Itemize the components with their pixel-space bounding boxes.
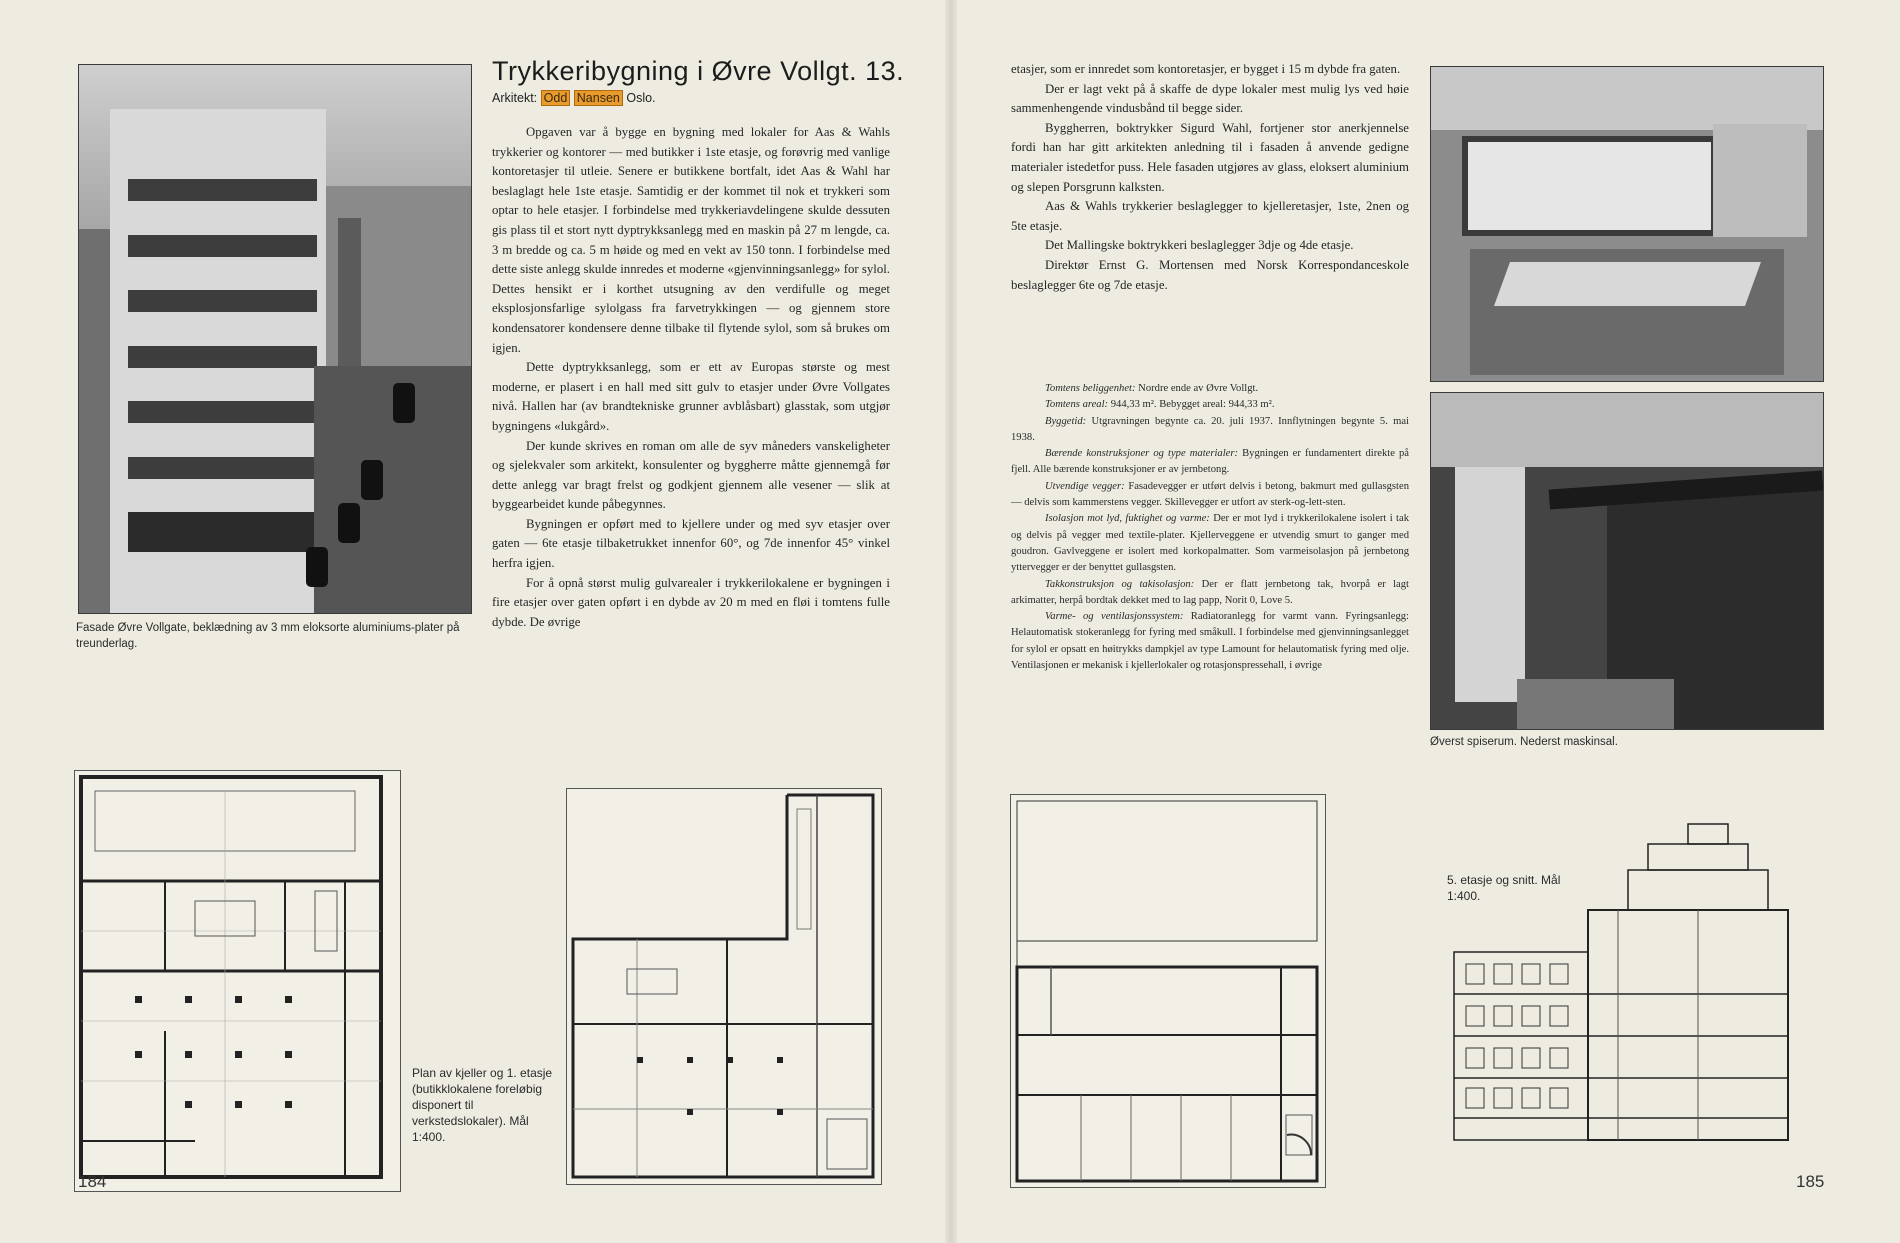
- spec-item: Tomtens beliggenhet: Nordre ende av Øvre Vollgt.: [1045, 383, 1259, 394]
- spec-item: Byggetid: Utgravningen begynte ca. 20. juli 1937. Innflytningen begynte 5. mai 1938.: [1011, 415, 1409, 443]
- spec-item: Varme- og ventilasjonssystem: Radiatoranlegg for varmt vann. Fyringsanlegg: Helautomatisk stokeranlegg for fyring med småkull. I forbindelse med gjenvinningsanlegget for sylol er opsatt en høitrykks dampkjel av type Lamount for helautomatisk fyring med olje. Ventilasjonen er mekanisk i kjellerlokaler og rotasjonspressehall, i øvrige: [1011, 611, 1409, 672]
- dining-room-photo: [1430, 66, 1824, 382]
- paragraph: Direktør Ernst G. Mortensen med Norsk Korrespondanceskole beslaglegger 6te og 7de etasje.: [1011, 257, 1409, 292]
- paragraph: Aas & Wahls trykkerier beslaglegger to kjelleretasjer, 1ste, 2nen og 5te etasje.: [1011, 199, 1409, 233]
- paragraph: Bygningen er opført med to kjellere under og med syv etasjer over gaten — 6te etasje tilbaketrukket innenfor 60°, og 7de innenfor 45° vinkel herfra igjen.: [492, 516, 890, 571]
- article-body-left: [492, 123, 890, 632]
- page-number-left: 184: [78, 1172, 107, 1191]
- paragraph: etasjer, som er innredet som kontoretasjer, er bygget i 15 m dybde fra gaten.: [1011, 62, 1401, 76]
- spec-label: Isolasjon mot lyd, fuktighet og varme:: [1045, 513, 1210, 525]
- paragraph: Dette dyptrykksanlegg, som er ett av Europas største og mest moderne, er plasert i en hall med sitt gulv to etasjer under Øvre Vollgates nivå. Hallen har (av brandtekniske grunner avblåsbart) glasstak, som utgjør bygningens «lukgård».: [492, 360, 890, 433]
- architect-label: Arkitekt:: [492, 91, 538, 105]
- spec-label: Bærende konstruksjoner og type materialer:: [1045, 448, 1239, 460]
- spec-label: Takkonstruksjon og takisolasjon:: [1045, 578, 1195, 590]
- machine-hall-photo: [1430, 392, 1824, 730]
- paragraph: For å opnå størst mulig gulvarealer i trykkerilokalene er bygningen i fire etasjer over gaten opført i en dybde av 20 m med en fløi i tomtens fulle dybde. De øvrige: [492, 575, 890, 629]
- plan-fifth-floor: [1010, 794, 1326, 1188]
- paragraph: Byggherren, boktrykker Sigurd Wahl, fortjener stor anerkjennelse fordi han har gitt arkitekten anledning til i fasaden å anvende gedigne materialer istedetfor puss. Hele fasaden utgjøres av glass, eloksert aluminium og slepen Porsgrunn kalksten.: [1011, 120, 1409, 194]
- spec-label: Byggetid:: [1045, 415, 1087, 427]
- plan-ground-floor: [566, 788, 882, 1185]
- paragraph: Opgaven var å bygge en bygning med lokaler for Aas & Wahls trykkerier og kontorer — med butikker i 1ste etasje, og forøvrig med vanlige kontoretasjer til utleie. Senere er butikkene bortfalt, idet Aas & Wahl har beslaglagt hele 1ste etasje. Samtidig er der kommet til nok et trykkeri som optar to hele etasjer. I forbindelse med trykkeriavdelingene skulde dessuten gis plass til et stort nytt dyptrykksanlegg med en maskin på 27 m lengde, ca. 3 m bredde og ca. 5 m høide og med en vekt av 150 tonn. I forbindelse med dette siste anlegg skulde innredes et moderne «gjenvinningsanlegg» for sylol. Dettes hensikt er i korthet utsugning av den verdifulle og meget eksplosjonsfarlige sylolgass fra farvetrykkingen — og gjennem store kondensatorer kondensere denne tilbake til flytende sylol, som så brukes om igjen.: [492, 125, 890, 355]
- spec-label: Utvendige vegger:: [1045, 480, 1125, 492]
- plan-basement: [74, 770, 401, 1192]
- paragraph: Der kunde skrives en roman om alle de syv måneders vanskeligheter og sjelekvaler som arkitekt, konsulenter og byggherre måtte gjennemgå før dette anlegg var bragt frelst og godkjent gjennem alle vesener — slik at byggearbeidet kunde påbegynnes.: [492, 438, 890, 512]
- architect-first-name: Odd: [541, 90, 571, 106]
- facade-photo: [78, 64, 472, 614]
- article-title: Trykkeribygning i Øvre Vollgt. 13.: [492, 56, 905, 86]
- architect-city: Oslo.: [626, 91, 656, 105]
- architect-last-name: Nansen: [574, 90, 623, 106]
- interior-photos-caption: Øverst spiserum. Nederst maskinsal.: [1430, 736, 1618, 748]
- facade-photo-caption: Fasade Øvre Vollgate, beklædning av 3 mm eloksorte aluminiums-plater på treunderlag.: [76, 622, 460, 650]
- spec-label: Varme- og ventilasjonssystem:: [1045, 611, 1184, 623]
- paragraph: Der er lagt vekt på å skaffe de dype lokaler mest mulig lys ved høie sammenhengende vindusbånd til begge sider.: [1011, 81, 1409, 116]
- spec-item: Bærende konstruksjoner og type materialer: Bygningen er fundamentert direkte på fjell. Alle bærende konstruksjoner er av jernbetong.: [1011, 448, 1409, 476]
- page-number-right: 185: [1796, 1172, 1825, 1191]
- spec-label: Tomtens areal:: [1045, 399, 1109, 411]
- paragraph: Det Mallingske boktrykkeri beslaglegger 3dje og 4de etasje.: [1045, 238, 1354, 253]
- spec-item: Isolasjon mot lyd, fuktighet og varme: Der er mot lyd i trykkerilokalene isolert i tak og delvis på vegger med textile-plater. Kjellerveggene er utvendig smurt to ganger med goudron. Gavlveggene er isolert med korkopalmatter. Som varmeisolasjon på jernbetong yttervegger er der benyttet gullasgsten.: [1011, 513, 1409, 574]
- book-gutter: [945, 0, 957, 1243]
- spec-item: Takkonstruksjon og takisolasjon: Der er flatt jernbetong tak, hvorpå er lagt arkimatter, herpå bordtak dekket med to lag papp, Norit 0, Love 5.: [1011, 578, 1409, 606]
- spec-item: Utvendige vegger: Fasadevegger er utført delvis i betong, bakmurt med gullasgsten — delvis som kammerstens vegger. Skillevegger er utfort av sterk-og-lett-sten.: [1011, 480, 1409, 509]
- spec-label: Tomtens beliggenhet:: [1045, 383, 1136, 394]
- plan-basement-caption: Plan av kjeller og 1. etasje (butikklokalene foreløbig disponert til verkstedslokaler). Mål 1:400.: [412, 1066, 553, 1144]
- architect-line: [492, 91, 656, 105]
- building-specifications: [1011, 381, 1409, 674]
- spec-item: Tomtens areal: 944,33 m². Bebygget areal: 944,33 m².: [1045, 399, 1275, 411]
- article-body-right: [1011, 60, 1409, 295]
- section-drawing: [1448, 818, 1794, 1148]
- plan-section-caption: 5. etasje og snitt. Mål 1:400.: [1447, 873, 1561, 903]
